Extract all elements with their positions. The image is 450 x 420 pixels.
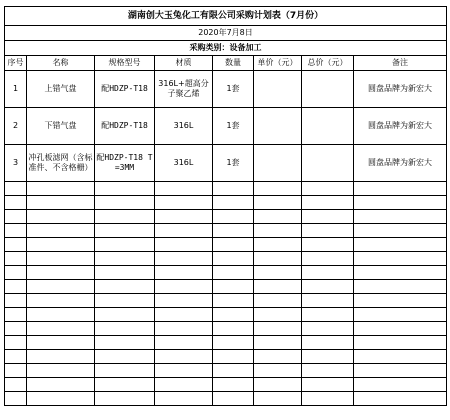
empty-cell[interactable] bbox=[302, 294, 354, 308]
empty-cell[interactable] bbox=[5, 182, 27, 196]
empty-cell[interactable] bbox=[254, 224, 302, 238]
empty-cell[interactable] bbox=[354, 238, 447, 252]
row-name: 下错气盘 bbox=[27, 108, 95, 145]
empty-cell[interactable] bbox=[5, 350, 27, 364]
empty-cell[interactable] bbox=[354, 350, 447, 364]
empty-cell[interactable] bbox=[302, 336, 354, 350]
row-unit-price[interactable] bbox=[254, 71, 302, 108]
empty-cell[interactable] bbox=[302, 182, 354, 196]
sheet-title: 湖南创大玉兔化工有限公司采购计划表（7月份） bbox=[5, 7, 447, 26]
empty-cell[interactable] bbox=[254, 322, 302, 336]
empty-cell[interactable] bbox=[254, 280, 302, 294]
empty-cell[interactable] bbox=[95, 252, 155, 266]
empty-cell[interactable] bbox=[155, 196, 213, 210]
empty-row bbox=[5, 252, 447, 266]
sheet-date: 2020年7月8日 bbox=[5, 26, 447, 41]
empty-cell[interactable] bbox=[254, 294, 302, 308]
row-name: 上错气盘 bbox=[27, 71, 95, 108]
empty-cell[interactable] bbox=[254, 196, 302, 210]
empty-row bbox=[5, 322, 447, 336]
empty-cell[interactable] bbox=[5, 252, 27, 266]
empty-cell[interactable] bbox=[354, 294, 447, 308]
empty-row bbox=[5, 238, 447, 252]
empty-cell[interactable] bbox=[5, 308, 27, 322]
empty-cell[interactable] bbox=[213, 364, 254, 378]
empty-cell[interactable] bbox=[155, 392, 213, 406]
empty-row bbox=[5, 266, 447, 280]
empty-cell[interactable] bbox=[5, 196, 27, 210]
empty-cell[interactable] bbox=[254, 336, 302, 350]
header-row bbox=[5, 56, 447, 71]
empty-cell[interactable] bbox=[302, 322, 354, 336]
empty-cell[interactable] bbox=[95, 196, 155, 210]
empty-cell[interactable] bbox=[5, 210, 27, 224]
empty-cell[interactable] bbox=[95, 378, 155, 392]
empty-cell[interactable] bbox=[155, 308, 213, 322]
empty-cell[interactable] bbox=[95, 364, 155, 378]
empty-cell[interactable] bbox=[95, 336, 155, 350]
empty-cell[interactable] bbox=[95, 308, 155, 322]
empty-cell[interactable] bbox=[155, 322, 213, 336]
empty-row bbox=[5, 364, 447, 378]
empty-cell[interactable] bbox=[5, 392, 27, 406]
empty-row bbox=[5, 196, 447, 210]
empty-cell[interactable] bbox=[302, 308, 354, 322]
row-no: 3 bbox=[5, 145, 27, 182]
empty-cell[interactable] bbox=[354, 378, 447, 392]
empty-cell[interactable] bbox=[354, 364, 447, 378]
empty-cell[interactable] bbox=[302, 238, 354, 252]
row-spec: 配HDZP-T18 bbox=[95, 71, 155, 108]
empty-row bbox=[5, 392, 447, 406]
empty-cell[interactable] bbox=[354, 308, 447, 322]
row-remark: 圆盘品牌为新宏大 bbox=[354, 108, 447, 145]
row-no: 1 bbox=[5, 71, 27, 108]
header-cell-name: 名称 bbox=[27, 56, 95, 71]
empty-cell[interactable] bbox=[5, 336, 27, 350]
empty-cell[interactable] bbox=[302, 196, 354, 210]
empty-cell[interactable] bbox=[155, 224, 213, 238]
empty-cell[interactable] bbox=[155, 378, 213, 392]
row-qty: 1套 bbox=[213, 108, 254, 145]
empty-cell[interactable] bbox=[155, 280, 213, 294]
empty-cell[interactable] bbox=[213, 224, 254, 238]
empty-row bbox=[5, 378, 447, 392]
empty-cell[interactable] bbox=[27, 350, 95, 364]
empty-cell[interactable] bbox=[155, 350, 213, 364]
empty-cell[interactable] bbox=[213, 266, 254, 280]
header-cell-unit-price: 单价（元） bbox=[254, 56, 302, 71]
empty-cell[interactable] bbox=[254, 350, 302, 364]
empty-row bbox=[5, 336, 447, 350]
empty-cell[interactable] bbox=[155, 266, 213, 280]
empty-cell[interactable] bbox=[27, 182, 95, 196]
empty-cell[interactable] bbox=[27, 322, 95, 336]
empty-cell[interactable] bbox=[213, 252, 254, 266]
empty-cell[interactable] bbox=[27, 280, 95, 294]
row-remark: 圆盘品牌为新宏大 bbox=[354, 71, 447, 108]
empty-cell[interactable] bbox=[27, 364, 95, 378]
purchase-category: 采购类别：设备加工 bbox=[5, 41, 447, 56]
empty-cell[interactable] bbox=[254, 210, 302, 224]
empty-cell[interactable] bbox=[95, 322, 155, 336]
row-unit-price[interactable] bbox=[254, 145, 302, 182]
empty-cell[interactable] bbox=[155, 238, 213, 252]
empty-cell[interactable] bbox=[354, 196, 447, 210]
empty-cell[interactable] bbox=[213, 378, 254, 392]
empty-cell[interactable] bbox=[27, 238, 95, 252]
empty-cell[interactable] bbox=[213, 280, 254, 294]
empty-cell[interactable] bbox=[213, 336, 254, 350]
empty-cell[interactable] bbox=[155, 252, 213, 266]
purchase-plan-table bbox=[4, 6, 447, 406]
empty-row bbox=[5, 210, 447, 224]
empty-cell[interactable] bbox=[27, 252, 95, 266]
empty-cell[interactable] bbox=[95, 294, 155, 308]
row-total[interactable] bbox=[302, 145, 354, 182]
empty-cell[interactable] bbox=[213, 182, 254, 196]
empty-cell[interactable] bbox=[354, 392, 447, 406]
empty-cell[interactable] bbox=[213, 196, 254, 210]
empty-cell[interactable] bbox=[5, 238, 27, 252]
empty-cell[interactable] bbox=[95, 224, 155, 238]
empty-cell[interactable] bbox=[254, 238, 302, 252]
empty-cell[interactable] bbox=[95, 210, 155, 224]
empty-cell[interactable] bbox=[254, 378, 302, 392]
empty-cell[interactable] bbox=[27, 378, 95, 392]
empty-cell[interactable] bbox=[302, 364, 354, 378]
row-total[interactable] bbox=[302, 71, 354, 108]
empty-cell[interactable] bbox=[27, 308, 95, 322]
empty-cell[interactable] bbox=[155, 182, 213, 196]
empty-cell[interactable] bbox=[213, 210, 254, 224]
empty-cell[interactable] bbox=[354, 322, 447, 336]
empty-cell[interactable] bbox=[27, 196, 95, 210]
empty-cell[interactable] bbox=[95, 350, 155, 364]
row-material: 316L bbox=[155, 108, 213, 145]
empty-cell[interactable] bbox=[5, 294, 27, 308]
empty-cell[interactable] bbox=[302, 392, 354, 406]
empty-cell[interactable] bbox=[27, 336, 95, 350]
empty-cell[interactable] bbox=[27, 392, 95, 406]
empty-cell[interactable] bbox=[354, 224, 447, 238]
empty-cell[interactable] bbox=[354, 252, 447, 266]
empty-row bbox=[5, 182, 447, 196]
empty-cell[interactable] bbox=[254, 364, 302, 378]
empty-cell[interactable] bbox=[213, 350, 254, 364]
empty-cell[interactable] bbox=[302, 350, 354, 364]
empty-row bbox=[5, 350, 447, 364]
header-cell-remark: 备注 bbox=[354, 56, 447, 71]
row-no: 2 bbox=[5, 108, 27, 145]
row-qty: 1套 bbox=[213, 145, 254, 182]
empty-cell[interactable] bbox=[302, 266, 354, 280]
row-name: 冲孔板滤网（含标准件、不含格栅） bbox=[27, 145, 95, 182]
row-spec: 配HDZP-T18 bbox=[95, 108, 155, 145]
empty-cell[interactable] bbox=[27, 294, 95, 308]
header-cell-material: 材质 bbox=[155, 56, 213, 71]
empty-cell[interactable] bbox=[5, 280, 27, 294]
table-row[interactable] bbox=[5, 145, 447, 182]
table-row[interactable] bbox=[5, 108, 447, 145]
empty-cell[interactable] bbox=[254, 182, 302, 196]
empty-cell[interactable] bbox=[95, 238, 155, 252]
table-row[interactable] bbox=[5, 71, 447, 108]
empty-cell[interactable] bbox=[302, 224, 354, 238]
empty-cell[interactable] bbox=[5, 266, 27, 280]
empty-cell[interactable] bbox=[302, 252, 354, 266]
empty-cell[interactable] bbox=[354, 210, 447, 224]
empty-cell[interactable] bbox=[213, 294, 254, 308]
empty-cell[interactable] bbox=[213, 308, 254, 322]
row-material: 316L+超高分子聚乙烯 bbox=[155, 71, 213, 108]
empty-cell[interactable] bbox=[302, 378, 354, 392]
empty-cell[interactable] bbox=[5, 322, 27, 336]
empty-row bbox=[5, 294, 447, 308]
empty-cell[interactable] bbox=[27, 224, 95, 238]
empty-cell[interactable] bbox=[254, 308, 302, 322]
empty-cell[interactable] bbox=[254, 252, 302, 266]
empty-row bbox=[5, 280, 447, 294]
empty-cell[interactable] bbox=[155, 364, 213, 378]
row-spec: 配HDZP-T18 T=3MM bbox=[95, 145, 155, 182]
empty-cell[interactable] bbox=[27, 210, 95, 224]
empty-cell[interactable] bbox=[254, 392, 302, 406]
header-cell-total: 总价（元） bbox=[302, 56, 354, 71]
empty-cell[interactable] bbox=[27, 266, 95, 280]
empty-cell[interactable] bbox=[5, 224, 27, 238]
empty-cell[interactable] bbox=[95, 266, 155, 280]
row-material: 316L bbox=[155, 145, 213, 182]
empty-cell[interactable] bbox=[354, 336, 447, 350]
empty-cell[interactable] bbox=[213, 392, 254, 406]
header-cell-no: 序号 bbox=[5, 56, 27, 71]
empty-cell[interactable] bbox=[5, 364, 27, 378]
empty-cell[interactable] bbox=[95, 280, 155, 294]
empty-row bbox=[5, 308, 447, 322]
row-qty: 1套 bbox=[213, 71, 254, 108]
empty-cell[interactable] bbox=[354, 266, 447, 280]
empty-cell[interactable] bbox=[254, 266, 302, 280]
empty-cell[interactable] bbox=[155, 210, 213, 224]
empty-cell[interactable] bbox=[5, 378, 27, 392]
empty-cell[interactable] bbox=[302, 210, 354, 224]
row-unit-price[interactable] bbox=[254, 108, 302, 145]
row-total[interactable] bbox=[302, 108, 354, 145]
empty-cell[interactable] bbox=[354, 182, 447, 196]
empty-cell[interactable] bbox=[213, 238, 254, 252]
empty-row bbox=[5, 224, 447, 238]
empty-cell[interactable] bbox=[95, 182, 155, 196]
empty-cell[interactable] bbox=[95, 392, 155, 406]
empty-cell[interactable] bbox=[213, 322, 254, 336]
header-cell-spec: 规格型号 bbox=[95, 56, 155, 71]
header-cell-qty: 数量 bbox=[213, 56, 254, 71]
empty-cell[interactable] bbox=[155, 336, 213, 350]
empty-cell[interactable] bbox=[354, 280, 447, 294]
empty-cell[interactable] bbox=[302, 280, 354, 294]
row-remark: 圆盘品牌为新宏大 bbox=[354, 145, 447, 182]
empty-cell[interactable] bbox=[155, 294, 213, 308]
